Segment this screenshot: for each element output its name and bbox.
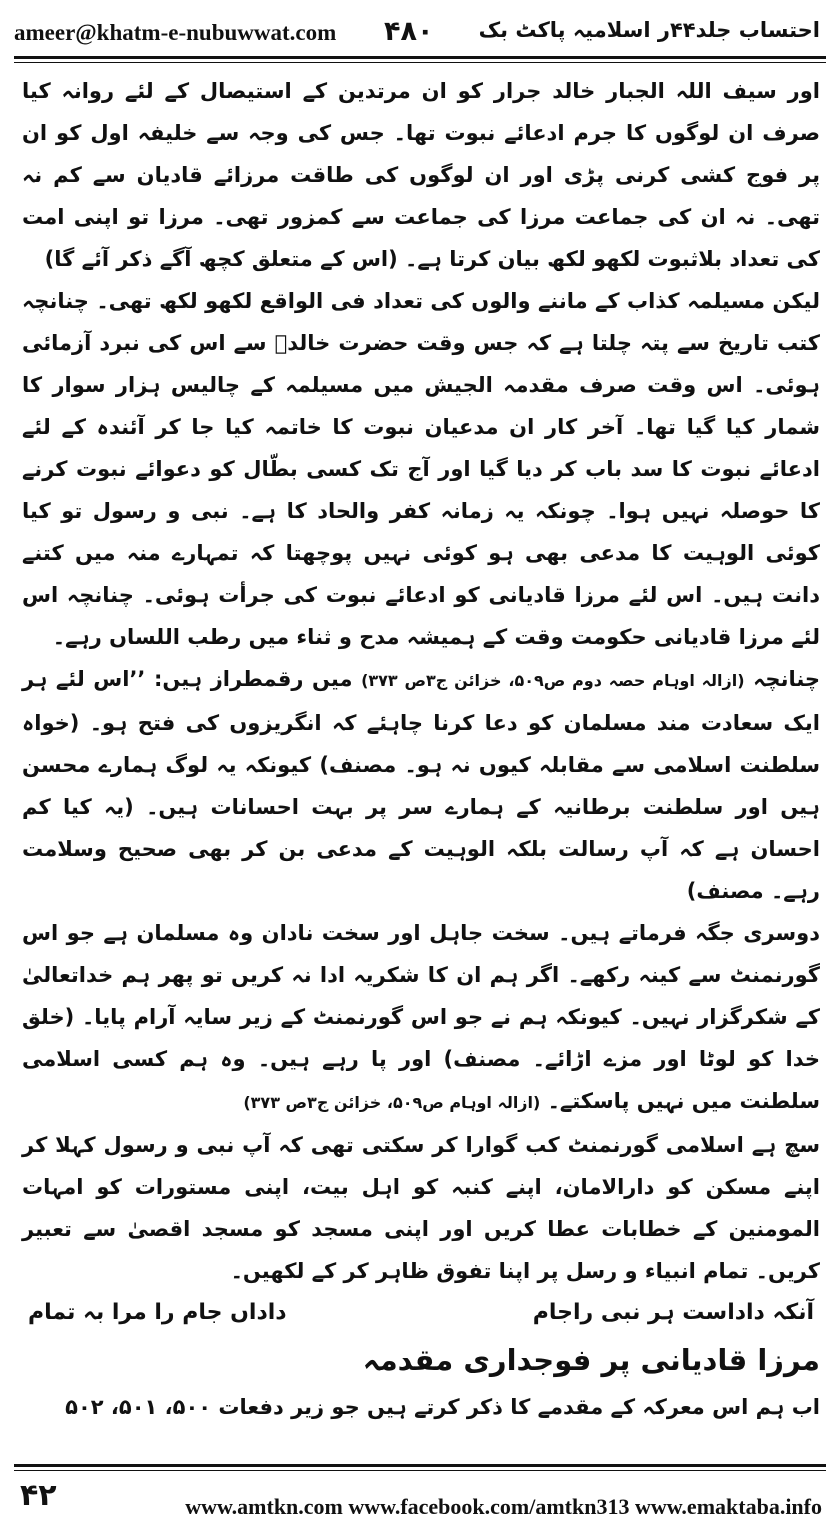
paragraph-3: سچ ہے اسلامی گورنمنٹ کب گوارا کر سکتی تھی کہ آپ نبی و رسول کہلا کر اپنے مسکن کو دارالامان، اپنے کنبہ کو اہل بیت، اپنی مستورات کو امہات المومنین کے خطابات عطا کریں اور اپنی مسجد کو مسجد اقصیٰ سے تعبیر کریں۔ تمام انبیاء و رسل پر اپنا تفوق ظاہر کر کے لکھیں۔ bbox=[22, 1133, 820, 1283]
quote-1-reference: (ازالہ اوہام حصہ دوم ص۵۰۹، خزائن ج۳ص ۳۷۳) bbox=[361, 671, 745, 690]
page-footer bbox=[0, 1462, 840, 1540]
header-rule-thin bbox=[14, 62, 826, 63]
header-page-number: ۴۸۰ bbox=[384, 16, 434, 47]
footer-website-links[interactable]: www.amtkn.com www.facebook.com/amtkn313 www.emaktaba.info bbox=[185, 1494, 822, 1519]
footer-rule-thin bbox=[14, 1470, 826, 1471]
paragraph-1: اور سیف اللہ الجبار خالد جرار کو ان مرتدین کے استیصال کے لئے روانہ کیا صرف ان لوگوں کا جرم ادعائے نبوت تھا۔ جس کی وجہ سے خلیفہ اول کو ان پر فوج کشی کرنی پڑی اور ان لوگوں کی طاقت مرزائے قادیان سے کم نہ تھی۔ نہ ان کی جماعت مرزا کی جماعت سے کمزور تھی۔ مرزا تو اپنی امت کی تعداد بلاثبوت لکھو لکھ بیان کرتا ہے۔ (اس کے متعلق کچھ آگے ذکر آئے گا) bbox=[22, 79, 820, 271]
paragraph-2: لیکن مسیلمہ کذاب کے ماننے والوں کی تعداد فی الواقع لکھو لکھ تھی۔ چنانچہ کتب تاریخ سے پتہ چلتا ہے کہ جس وقت حضرت خالدؓ سے اس کی نبرد آزمائی ہوئی۔ اس وقت صرف مقدمہ الجیش میں مسیلمہ کے چالیس ہزار سوار کا شمار کیا گیا تھا۔ آخر کار ان مدعیان نبوت کا خاتمہ کیا جا کر آئندہ کے لئے ادعائے نبوت کا سد باب کر دیا گیا اور آج تک کسی بطّال کو دعوائے نبوت کرنے کا حوصلہ نہیں ہوا۔ چونکہ یہ زمانہ کفر والحاد کا ہے۔ نبی و رسول تو کیا کوئی الوہیت کا مدعی بھی ہو کوئی نہیں پوچھتا کہ تمہارے منہ میں کتنے دانت ہیں۔ اس لئے مرزا قادیانی کو ادعائے نبوت کی جرأت ہوئی۔ چنانچہ اس لئے مرزا قادیانی حکومت وقت کے ہمیشہ مدح و ثناء میں رطب اللساں رہے۔ bbox=[22, 289, 820, 649]
verse-left-hemistich: داداں جام را مرا بہ تمام bbox=[28, 1300, 287, 1325]
page-body bbox=[22, 70, 820, 1462]
final-line: اب ہم اس معرکہ کے مقدمے کا ذکر کرتے ہیں جو زیر دفعات ۵۰۰، ۵۰۱، ۵۰۲ bbox=[65, 1395, 820, 1419]
page-header bbox=[0, 0, 840, 66]
quote-1-text: میں رقمطراز ہیں: ’’اس لئے ہر ایک سعادت مند مسلمان کو دعا کرنا چاہئے کہ انگریزوں کی فتح ہو۔ (خواہ سلطنت اسلامی سے مقابلہ کیوں نہ ہو۔ مصنف) کیونکہ یہ لوگ ہمارے محسن ہیں اور سلطنت برطانیہ کے ہمارے سر پر بہت احسانات ہیں۔ (یہ کیا کم احسان ہے کہ آپ رسالت بلکہ الوہیت کے مدعی بن کر بھی صحیح وسلامت رہے۔ مصنف) bbox=[22, 667, 820, 903]
header-email[interactable]: ameer@khatm-e-nubuwwat.com bbox=[14, 20, 337, 45]
quote-2-text: دوسری جگہ فرماتے ہیں۔ سخت جاہل اور سخت نادان وہ مسلمان ہے جو اس گورنمنٹ سے کینہ رکھے۔ اگر ہم ان کا شکریہ ادا نہ کریں تو پھر ہم خداتعالیٰ کے شکرگزار نہیں۔ کیونکہ ہم نے جو اس گورنمنٹ کے زیر سایہ آرام پایا۔ (خلق خدا کو لوٹا اور مزے اڑائے۔ مصنف) اور پا رہے ہیں۔ وہ ہم کسی اسلامی سلطنت میں نہیں پاسکتے۔ bbox=[22, 921, 820, 1113]
section-heading: مرزا قادیانی پر فوجداری مقدمہ bbox=[362, 1343, 820, 1377]
quote-2-reference: (ازالہ اوہام ص۵۰۹، خزائن ج۳ص ۳۷۳) bbox=[243, 1093, 541, 1112]
verse-right-hemistich: آنکہ داداست ہر نبی راجام bbox=[532, 1300, 814, 1325]
persian-verse bbox=[22, 1292, 820, 1334]
footer-page-number: ۴۲ bbox=[20, 1478, 57, 1513]
quote-1 bbox=[22, 658, 820, 912]
quote-1-lead: چنانچہ bbox=[753, 667, 821, 691]
header-rule-thick bbox=[14, 56, 826, 59]
header-book-title: احتساب جلد۴۴ر اسلامیہ پاکٹ بک bbox=[478, 18, 820, 42]
quote-2 bbox=[22, 912, 820, 1124]
footer-rule-thick bbox=[14, 1464, 826, 1467]
